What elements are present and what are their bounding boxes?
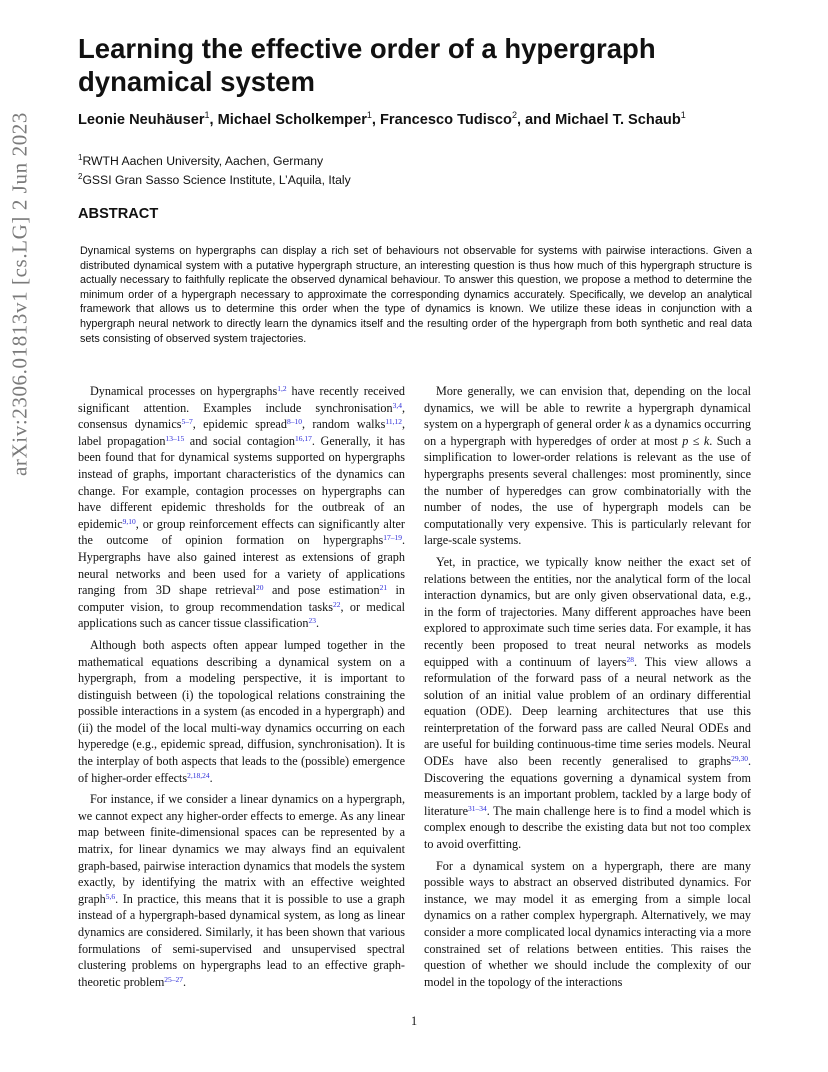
citation-link[interactable]: 20 — [255, 583, 264, 593]
citation-link[interactable]: 8–10 — [286, 417, 302, 427]
body-text: , epidemic spread — [192, 417, 287, 432]
citation-link[interactable]: 28 — [626, 654, 635, 664]
page-number: 1 — [410, 1014, 418, 1028]
author-name: Michael T. Schaub — [555, 111, 681, 128]
body-paragraph — [424, 383, 751, 549]
abstract-heading: ABSTRACT — [78, 206, 159, 222]
body-text: . Hypergraphs have also gained interest as extensions of graph neural networks and been used for a variety of applications ranging from 3D shape retrieval — [78, 533, 405, 598]
citation-link[interactable]: 25–27 — [164, 974, 184, 984]
paper-title: Learning the effective order of a hypergraph dynamical system — [78, 33, 656, 97]
affiliation-text: RWTH Aachen University, Aachen, Germany — [82, 154, 324, 169]
affiliation-number: 1 — [78, 153, 83, 162]
citation-link[interactable]: 13–15 — [165, 433, 185, 443]
body-paragraph — [78, 637, 405, 786]
body-text: , random walks — [301, 417, 386, 432]
body-text: and pose estimation — [263, 583, 380, 598]
body-text: Although both aspects often appear lumped together in the mathematical equations describing a dynamical system on a hypergraph, from a modeling perspective, it is important to distinguish between (i) the topological relations constraining the possible interactions in a system (as encoded in a hypergraph) and (ii) the model of the local multi-way dynamics occurring on each hyperedge (e.g., epidemic spread, diffusion, synchronisation). It is the interplay of both aspects that leads to the (possible) emergence of higher-order effects — [78, 637, 405, 785]
body-paragraph — [424, 858, 751, 991]
affiliation-number: 2 — [78, 172, 83, 182]
abstract-text: Dynamical systems on hypergraphs can display a rich set of behaviours not observable for systems with pairwise interactions. Given a distributed dynamical system with a putative hypergraph structure, an interesting question is thus how much of this hypergraph structure is actually necessary to faithfully replicate the observed dynamical behaviour. To answer this question, we propose a method to determine the minimum order of a hypergraph necessary to approximate the corresponding dynamics accurately. Specifically, we develop an analytical framework that allows us to determine this order when the type of dynamics is known. We utilize these ideas in conjunction with a hypergraph neural network to directly learn the dynamics itself and the resulting order of the hypergraph from both synthetic and real data sets consisting of observed system trajectories. — [80, 245, 752, 345]
citation-link[interactable]: 22 — [332, 599, 341, 609]
arxiv-identifier-text: arXiv:2306.01813v1 [cs.LG] 2 Jun 2023 — [7, 112, 32, 476]
body-text: For instance, if we consider a linear dynamics on a hypergraph, we cannot expect any higher-order effects to emerge. As any linear map between finite-dimensional spaces can be represented by a matrix, for linear dynamics we may always find an equivalent graph-based, pairwise interaction dynamics that models the system exactly, by identifying the matrix with an effective weighted graph — [78, 792, 405, 906]
body-column-right — [424, 383, 751, 995]
body-text: For a dynamical system on a hypergraph, there are many possible ways to abstract an observed distributed dynamics. For instance, we may model it as emerging from a simple local dynamics on a rather complex hypergraph. Alternatively, we may consider a more complicated local dynamics interacting via a more constrained set of relations between entities. This raises the question of whether we should include the complexity of our model in the topology of the interactions — [424, 858, 751, 989]
citation-link[interactable]: 11,12 — [385, 417, 402, 427]
affiliation-text: GSSI Gran Sasso Science Institute, L’Aquila, Italy — [82, 173, 351, 188]
body-text: . — [183, 974, 187, 989]
citation-link[interactable]: 9,10 — [122, 516, 136, 526]
citation-link[interactable]: 2,18,24 — [187, 770, 210, 780]
body-text: More generally, we can envision that, depending on the local dynamics, we will be able to rewrite a hypergraph dynamical system on a hypergraph of general order — [424, 384, 751, 432]
body-column-left — [78, 383, 405, 995]
body-text: . This view allows a reformulation of the forward pass of a neural network as the solution of an initial value problem of an ordinary differential equation (ODE). Deep learning architectures that use this reinterpretation of the forward pass are called Neural ODEs and are useful for building continuous-time time series models. Neural ODEs have also been recently generalised to graphs — [424, 654, 751, 769]
body-text: have recently received significant attention. Examples include synchronisation — [78, 384, 405, 415]
citation-link[interactable]: 29,30 — [731, 754, 748, 764]
citation-link[interactable]: 5,6 — [105, 891, 116, 901]
body-text: . The main challenge here is to find a model which is complex enough to describe the existing data but not too complex to avoid overfitting. — [424, 803, 751, 852]
body-text: and social contagion — [184, 433, 296, 448]
body-text: , or group reinforcement effects can significantly alter the outcome of opinion formation on hypergraphs — [78, 516, 405, 548]
body-text: . Such a simplification to lower-order relations is relevant as the use of hypergraphs presents several challenges: most prominently, since the number of hyperedges can grow combinatorially with the number of nodes, the use of hypergraph models can be computationally very expensive. This is particularly relevant for large-scale systems. — [424, 433, 751, 548]
body-paragraph — [78, 383, 405, 632]
author-name: Michael Scholkemper — [217, 111, 367, 128]
citation-link[interactable]: 23 — [308, 616, 316, 626]
body-text: . — [315, 616, 320, 631]
author-separator: , — [371, 111, 381, 128]
body-text: , or medical applications such as cancer tissue classification — [78, 599, 405, 631]
body-text: . — [209, 770, 213, 785]
math-inline: p ≤ k — [682, 433, 710, 448]
author-affiliation-mark: 1 — [366, 110, 372, 120]
body-text: . Discovering the equations governing a dynamical system from measurements is an important problem, tackled by a large body of literature — [424, 754, 751, 818]
body-text: . In practice, this means that it is possible to use a graph instead of a hypergraph-based dynamical system, as long as linear dynamics are considered. Similarly, it has been shown that various formulations of semi-supervised and unsupervised spectral clustering problems on hypergraphs lead to an effective graph-theoretic problem — [78, 891, 405, 989]
affiliation-item — [78, 169, 578, 188]
math-inline: k — [624, 417, 630, 432]
body-text: Yet, in practice, we typically know neither the exact set of relations between the entities, nor the analytical form of the local interaction dynamics, but are only given observational data, e.g., in the form of trajectories. Many different approaches have been explored to approximate such time series data. For example, it has recently been proposed to treat neural networks as models equipped with a continuum of layers — [424, 554, 751, 669]
body-paragraph — [78, 791, 405, 990]
author-name: Leonie Neuhäuser — [78, 111, 205, 128]
author-name: Francesco Tudisco — [380, 111, 512, 128]
author-affiliation-mark: 1 — [204, 110, 210, 120]
affiliation-item — [78, 150, 578, 169]
body-text: Dynamical processes on hypergraphs — [90, 384, 278, 398]
citation-link[interactable]: 3,4 — [392, 400, 402, 410]
body-paragraph — [424, 554, 751, 853]
citation-link[interactable]: 5–7 — [181, 417, 193, 427]
body-text: , consensus dynamics — [78, 400, 405, 432]
body-text: as a dynamics occurring on a hypergraph with hyperedges of order at most — [424, 417, 751, 448]
citation-link[interactable]: 16,17 — [295, 433, 312, 443]
body-text: . Generally, it has been found that for dynamical systems supported on hypergraphs instead of graphs, important characteristics of the dynamics can change. For example, contagion processes on hypergraphs can have different epidemic thresholds for the outbreak of an epidemic — [78, 433, 405, 531]
author-list — [78, 110, 778, 128]
author-separator: , — [209, 111, 218, 128]
body-text: , label propagation — [78, 417, 406, 448]
author-affiliation-mark: 2 — [511, 110, 517, 120]
author-affiliation-mark: 1 — [680, 110, 686, 120]
affiliation-list — [78, 150, 578, 188]
author-separator: , and — [516, 111, 556, 128]
citation-link[interactable]: 17–19 — [383, 533, 402, 543]
citation-link[interactable]: 31–34 — [467, 803, 487, 813]
citation-link[interactable]: 21 — [379, 583, 388, 593]
citation-link[interactable]: 1,2 — [277, 384, 287, 393]
body-text: in computer vision, to group recommendation tasks — [78, 583, 405, 614]
